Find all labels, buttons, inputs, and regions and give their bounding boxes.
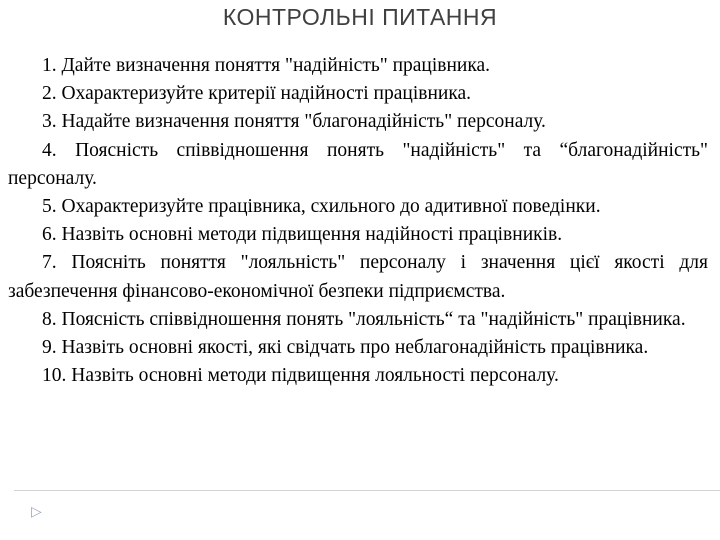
question-4: 4. Поясність співвідношення понять "надійність" та “благонадійність" персоналу. (8, 139, 708, 189)
question-8: 8. Поясність співвідношення понять "лояльність“ та "надійність" працівника. (42, 308, 686, 330)
question-1: 1. Дайте визначення поняття "надійність" працівника. (42, 55, 491, 76)
question-6: 6. Назвіть основні методи підвищення надійності працівників. (42, 224, 563, 246)
question-7: 7. Поясніть поняття "лояльність" персоналу і значення цієї якості для забезпечення фінансово-економічної безпеки підприємства. (8, 252, 708, 302)
page-title: КОНТРОЛЬНІ ПИТАННЯ (222, 4, 498, 30)
question-9: 9. Назвіть основні якості, які свідчать про неблагонадійність працівника. (42, 337, 649, 359)
divider (14, 490, 720, 491)
question-10: 10. Назвіть основні методи підвищення лояльності персоналу. (42, 365, 559, 387)
question-3: 3. Надайте визначення поняття "благонадійність" персоналу. (42, 111, 546, 133)
question-2: 2. Охарактеризуйте критерії надійності працівника. (42, 83, 472, 105)
bullet-arrow-icon: ▷ (31, 504, 42, 520)
question-5: 5. Охарактеризуйте працівника, схильного до адитивної поведінки. (42, 196, 601, 218)
questions-list (8, 52, 708, 390)
